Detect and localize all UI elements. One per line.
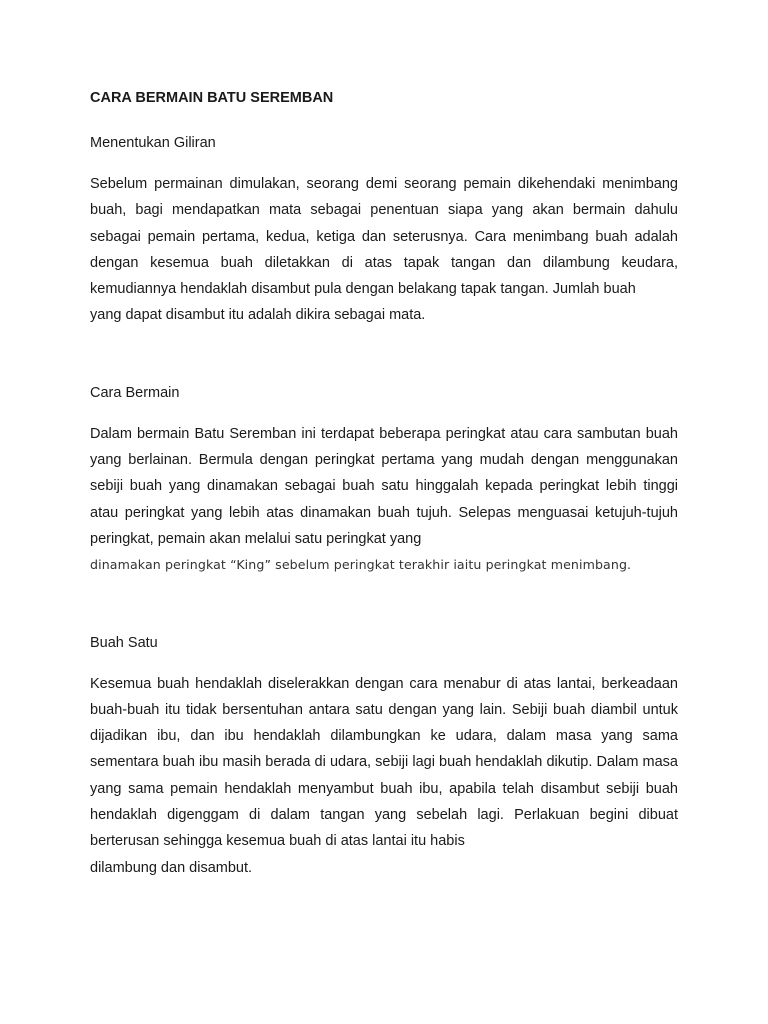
paragraph-body: Sebelum permainan dimulakan, seorang demi seorang pemain dikehendaki menimbang buah, bagi mendapatkan mata sebagai penentuan siapa yang akan bermain dahulu sebagai pemain pertama, kedua, ketiga dan seterusnya. Cara menimbang buah adalah dengan kesemua buah diletakkan di atas tapak tangan dan dilambung keudara, kemudiannya hendaklah disambut pula dengan belakang tapak tangan. Jumlah buah <box>90 176 678 298</box>
section-heading-buah-satu: Buah Satu <box>90 634 158 651</box>
section-paragraph-buah-satu <box>90 671 678 881</box>
section-heading-cara-bermain: Cara Bermain <box>90 384 180 401</box>
paragraph-last-line: dinamakan peringkat “King” sebelum peringkat terakhir iaitu peringkat menimbang. <box>90 557 632 573</box>
paragraph-last-line: dilambung dan disambut. <box>90 859 253 876</box>
paragraph-body: Kesemua buah hendaklah diselerakkan dengan cara menabur di atas lantai, berkeadaan buah-buah itu tidak bersentuhan antara satu dengan yang lain. Sebiji buah diambil untuk dijadikan ibu, dan ibu hendaklah dilambungkan ke udara, dalam masa yang sama sementara buah ibu masih berada di udara, sebiji lagi buah hendaklah dikutip. Dalam masa yang sama pemain hendaklah menyambut buah ibu, apabila telah disambut sebiji buah hendaklah digenggam di dalam tangan yang sebelah lagi. Perlakuan begini dibuat berterusan sehingga kesemua buah di atas lantai itu habis <box>90 675 678 850</box>
paragraph-last-line: yang dapat disambut itu adalah dikira sebagai mata. <box>90 307 426 324</box>
section-paragraph-cara-bermain <box>90 421 678 579</box>
section-paragraph-menentukan-giliran <box>90 171 678 329</box>
document-title: CARA BERMAIN BATU SEREMBAN <box>90 90 334 106</box>
section-heading-menentukan-giliran: Menentukan Giliran <box>90 135 216 151</box>
paragraph-body: Dalam bermain Batu Seremban ini terdapat beberapa peringkat atau cara sambutan buah yang berlainan. Bermula dengan peringkat pertama yang mudah dengan menggunakan sebiji buah yang dinamakan sebagai buah satu hinggalah kepada peringkat lebih tinggi atau peringkat yang lebih atas dinamakan buah tujuh. Selepas menguasai ketujuh-tujuh peringkat, pemain akan melalui satu peringkat yang <box>90 425 678 547</box>
document-page <box>90 88 678 881</box>
